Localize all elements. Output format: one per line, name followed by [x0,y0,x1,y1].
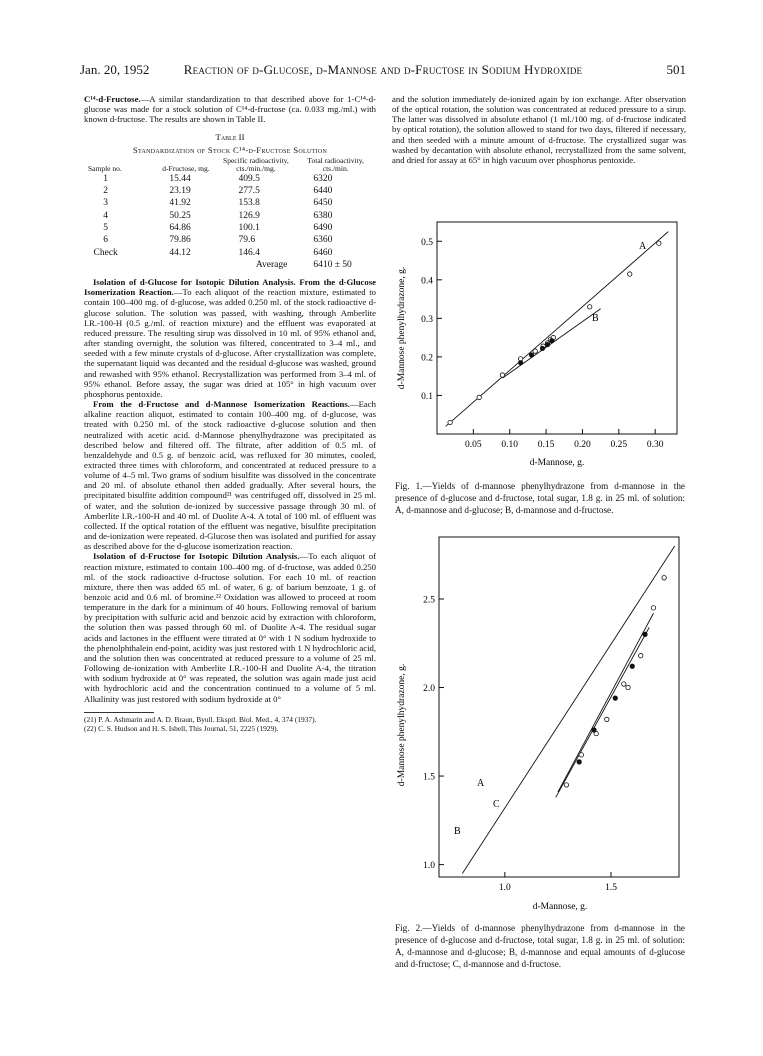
data-point-c [626,685,630,689]
table-cell: 409.5 [238,173,260,184]
figure-2-chart [392,525,692,917]
table-cell: 6490 [313,222,333,233]
table-cell: 277.5 [238,186,260,197]
paragraph-fructose-standardization [84,94,376,124]
table-cell: 5 [103,222,109,233]
table-cell: 79.86 [169,235,191,246]
table-cell: 15.44 [169,173,191,184]
data-point-b [518,360,522,364]
x-axis-label: d-Mannose, g. [532,902,588,912]
y-tick-label: 0.5 [421,237,433,248]
table-cell: 126.9 [238,210,260,221]
curve-label-a: A [477,778,485,789]
data-point-a [533,349,537,353]
header-date: Jan. 20, 1952 [80,62,150,77]
y-tick-label: 0.1 [421,391,433,402]
data-point-a [628,272,632,276]
table-row [84,173,376,185]
paragraph-fructose-mannose-reactions [84,399,376,551]
table-row [84,222,376,234]
data-point-b [529,353,533,357]
table-cell: 6 [103,235,109,246]
data-point-a [622,682,626,686]
table-cell: 44.12 [169,247,191,258]
data-point-b [643,632,647,636]
paragraph-body: —A similar standardization to that described above for 1-C¹⁴-d-glucose was made for a stock solution of C¹⁴-d-fructose (ca. 0.033 mg./ml.) with known d-fructose. The results are shown in Table II. [84,94,376,125]
paragraph-glucose-isolation [84,277,376,399]
data-point-c [605,717,609,721]
table-cell: 23.19 [169,186,191,197]
table-cell: 1 [103,173,109,184]
y-tick-label: 2.5 [423,595,435,606]
x-tick-label: 0.30 [646,440,664,450]
header-title: Reaction of d-Glucose, d-Mannose and d-Fructose in Sodium Hydroxide [183,62,583,77]
table-row [84,247,376,259]
table-cell: 100.1 [238,222,260,233]
page-number: 501 [666,62,686,77]
x-axis-label: d-Mannose, g. [529,458,585,468]
y-tick-label: 0.2 [421,353,433,364]
data-point-b [577,760,581,764]
table-cell: 50.25 [169,210,191,221]
data-point-b [630,664,634,668]
curve-label-b: B [454,826,461,837]
table-cell: 6460 [313,247,333,258]
table-cell: 6380 [313,210,333,221]
y-axis-label: d-Mannose phenylhydrazone, g. [397,663,407,787]
right-column-text [392,94,686,165]
paragraph-body: —To each aliquot of the reaction mixture, estimated to contain 100–400 mg. of d-glucose, was added 0.250 ml. of the stock radioactive d-glucose solution. The solution was passed, with washing, through Amberlite I.R.-100-H (0.5 g./ml. of reaction mixture) and the effluent was evaporated at reduced pressure. The resulting sirup was dissolved in 10 ml. of 95% ethanol and, after standing overnight, the solution was filtered, concentrated to 3–4 ml., and seeded with a few minute crystals of d-glucose. After crystallization was complete, the supernatant liquid was decanted and the residual d-glucose was washed, ground and rewashed with 95% ethanol. Recrystallization was performed from 3–4 ml. of 95% ethanol. Before assay, the sugar was dried at 105° in high vacuum over phosphorus pentoxide. [84,287,376,399]
data-point-b [592,728,596,732]
plot-frame [439,537,679,877]
average-value: 6410 ± 50 [313,259,352,270]
table-cell: 41.92 [169,198,191,209]
average-label: Average [255,259,288,270]
fit-line-b [558,613,654,792]
table-cell: Check [93,247,118,258]
y-tick-label: 1.5 [423,772,435,783]
paragraph-heading: C¹⁴-d-Fructose. [84,94,141,104]
paragraph-heading: Isolation of d-Glucose for Isotopic Dilution Analysis. From the d-Glucose Isomerization Reaction. [84,277,376,298]
table-row [84,197,376,209]
table-cell: 79.6 [238,235,256,246]
running-header [80,62,686,80]
data-point-a [639,653,643,657]
table-cell: 153.8 [238,198,260,209]
data-table [84,157,376,271]
col-header: Total radioactivity, cts./min. [307,155,364,173]
paragraph-fructose-isolation [84,551,376,703]
data-point-b [550,339,554,343]
footnote-22: (22) C. S. Hudson and H. S. Isbell, This Journal, 51, 2225 (1929). [84,724,279,734]
table-title: Standardization of Stock C¹⁴-d-Fructose Solution [132,144,328,155]
x-tick-label: 0.25 [610,440,628,450]
fit-line-c [556,627,649,797]
table-row [84,210,376,222]
table-row [84,185,376,197]
table-cell: 6320 [313,173,333,184]
figure-1-caption: Fig. 1.—Yields of d-mannose phenylhydrazone from d-mannose in the presence of d-glucose and d-fructose, total sugar, 1.8 g. in 25 ml. of solution: A, d-mannose and d-glucose; B, d-mannose and d-fructose. [395,481,685,515]
col-header: Sample no. [88,163,122,173]
y-tick-label: 0.3 [421,314,433,325]
table-cell: 2 [103,186,109,197]
paragraph-continued: and the solution immediately de-ionized again by ion exchange. After observation of the optical rotation, the solution was concentrated at reduced pressure to a sirup. The latter was dissolved in absolute ethanol (1 ml./100 mg. of d-fructose indicated by optical rotation), the solution allowed to stand for two days, filtered if necessary, and then seeded with a minute amount of d-fructose. The crystallized sugar was washed by decantation with absolute ethanol, recrystallized from the same solvent, and dried for assay at 65° in high vacuum over phosphorus pentoxide. [392,94,686,165]
data-point-a [588,305,592,309]
curve-label-c: C [493,799,500,810]
paragraph-heading: From the d-Fructose and d-Mannose Isomerization Reactions. [93,399,350,410]
table-label: Table II [215,132,245,143]
paragraph-body: —To each aliquot of reaction mixture, estimated to contain 100–400 mg. of d-fructose, was added 0.250 ml. of the stock radioactive d-fructose solution. For each 10 ml. of reaction mixture, there then was added 65 ml. of water, 6 g. of barium benzoate, 1 g. of benzoic acid and 0.6 ml. of bromine.²² Oxidation was allowed to proceed at room temperature in the dark for a minimum of 40 hours. Following removal of barium by precipitation with sulfuric acid and benzoic acid by extraction with chloroform, the solution then was passed through 60 ml. of Duolite A-4. The residual sugar acids and lactones in the effluent were titrated at 0° with 1 N sodium hydroxide to the phenolphthalein end-point, acidity was just restored with 1 N hydrochloric acid, and the solution then was concentrated at reduced pressure to a volume of 25 ml. Following de-ionization with Amberlite I.R.-100-H and Duolite A-4, the titration with sodium hydroxide at 0° was repeated, the solution was again made just acid with hydrochloric acid and the concentration continued to a volume of 5 ml. Alkalinity was just restored with sodium hydroxide at 0° [84,551,377,704]
x-tick-label: 1.0 [498,883,511,893]
data-point-a [477,395,481,399]
data-point-a [500,373,504,377]
col-header: d-Fructose, mg. [162,163,210,173]
x-tick-label: 1.5 [605,883,617,893]
table-cell: 3 [103,198,109,209]
col-header: Specific radioactivity, cts./min./mg. [223,155,289,173]
y-tick-label: 1.0 [423,861,435,872]
table-cell: 64.86 [169,222,191,233]
x-tick-label: 0.10 [501,440,519,450]
paragraph-heading: Isolation of d-Fructose for Isotopic Dilution Analysis. [93,551,300,562]
data-point-c [564,783,568,787]
data-point-a [651,606,655,610]
x-tick-label: 0.15 [537,440,555,450]
curve-label-b: B [592,313,599,324]
y-tick-label: 2.0 [423,684,435,695]
table-row [84,234,376,246]
table-cell: 6440 [313,186,333,197]
table-cell: 6450 [313,198,333,209]
y-tick-label: 0.4 [421,276,433,287]
table-cell: 146.4 [238,247,260,258]
data-point-b [613,696,617,700]
table-cell: 4 [103,210,109,221]
fit-line-b [502,309,600,378]
data-point-b [540,346,544,350]
figure-2-caption: Fig. 2.—Yields of d-mannose phenylhydrazone from d-mannose in the presence of d-glucose and d-fructose, total sugar, 1.8 g. in 25 ml. of solution: A, d-mannose and d-glucose; B, d-mannose and equal amounts of d-glucose and d-fructose; C, d-mannose and d-fructose. [395,923,685,969]
data-point-a [448,420,452,424]
y-axis-label: d-Mannose phenylhydrazone, g. [397,266,407,390]
footnote-21: (21) P. A. Ashmarin and A. D. Braun, Byull. Eksptl. Biol. Med., 4, 374 (1937). [84,714,317,724]
data-point-a [657,241,661,245]
fit-line-a [462,546,674,874]
paragraph-body: —Each alkaline reaction aliquot, estimated to contain 100–400 mg. of d-glucose, was treated with 0.250 ml. of the stock radioactive d-glucose solution and then neutralized with acetic acid. d-Mannose phenylhydrazone was precipitated as described below and filtered off. The filtrate, after addition of 0.5 ml. of benzaldehyde and 0.5 g. of benzoic acid, was refluxed for 30 minutes, cooled, extracted three times with chloroform, and concentrated at reduced pressure to a volume of 4–5 ml. Two grams of sodium bisulfite was dissolved in the concentrate and 20 ml. of absolute ethanol then added gradually. After several hours, the precipitated bisulfite addition compound²¹ was centrifuged off, dissolved in 25 ml. of water, and the solution de-ionized by successive passage through 30 ml. of Amberlite I.R.-100-H and 40 ml. of Duolite A-4. A total of 100 ml. of effluent was collected. If the optical rotation of the effluent was negative, bisulfite precipitation and de-ionization were repeated. d-Glucose then was isolated and purified for assay as described above for the d-glucose isomerization reaction. [84,399,376,552]
table-cell: 6360 [313,235,333,246]
table-row-average [84,259,376,271]
x-tick-label: 0.05 [465,440,482,450]
x-tick-label: 0.20 [574,440,591,450]
left-column [84,94,376,734]
figure-1-chart [392,210,692,472]
data-point-b [545,342,549,346]
data-point-a [662,576,666,580]
curve-label-a: A [639,241,647,252]
footnote-rule [84,712,154,713]
table-ii [84,132,376,271]
data-point-a [579,753,583,757]
